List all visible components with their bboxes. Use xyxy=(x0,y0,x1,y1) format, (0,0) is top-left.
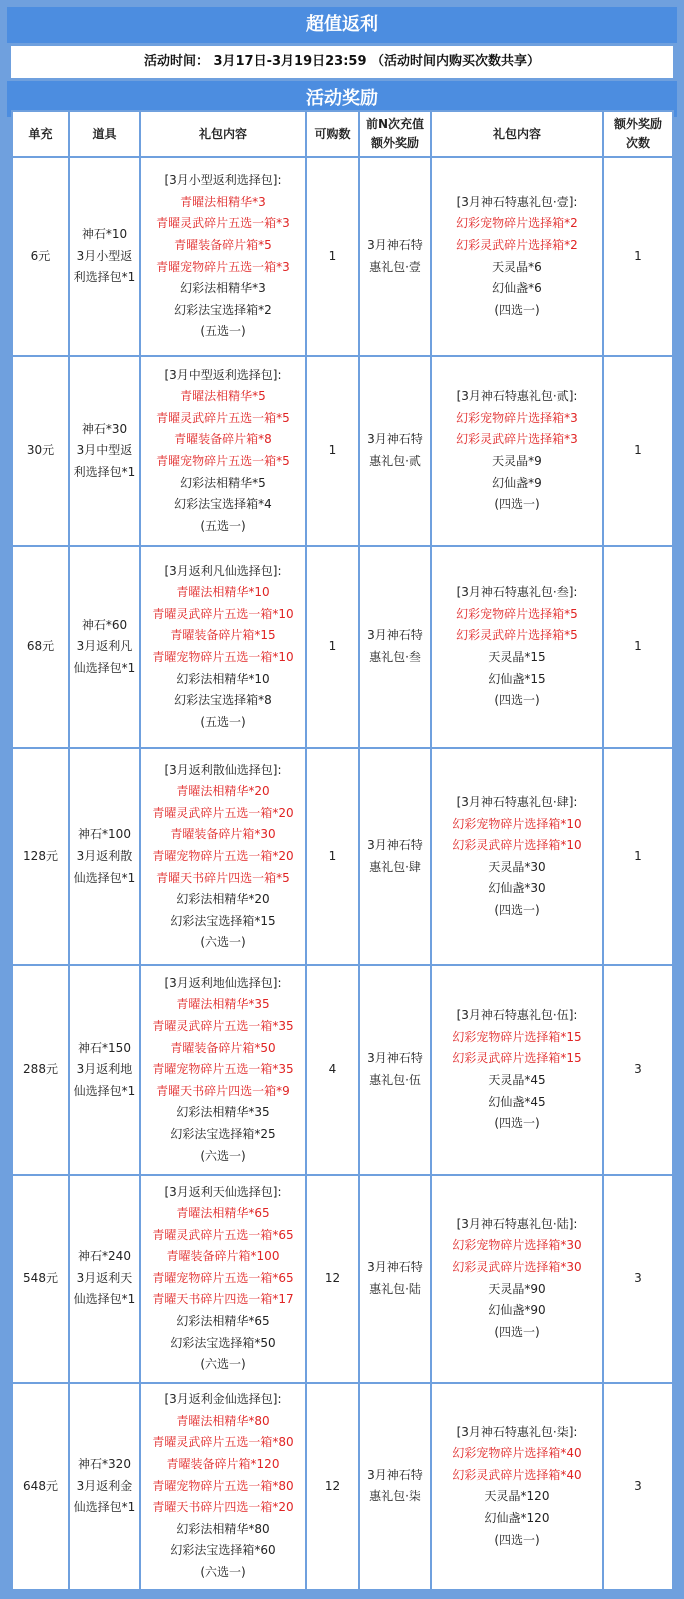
reward-line: 幻仙盏*120 xyxy=(484,1510,550,1525)
header-purchase-limit xyxy=(306,111,359,157)
bonus-name-cell xyxy=(359,546,431,748)
bonus-pack-content-cell xyxy=(431,157,603,356)
cell-line: 惠礼包·叁 xyxy=(369,650,421,664)
highlight-reward-line: 幻彩灵武碎片选择箱*5 xyxy=(456,628,578,643)
cell-line: 神石*320 xyxy=(78,1456,131,1471)
cell-line: 3月神石特 xyxy=(367,838,423,853)
pack-content-cell xyxy=(140,965,306,1174)
highlight-reward-line: 青曜天书碎片四选一箱*17 xyxy=(152,1292,294,1307)
highlight-reward-line: 青曜天书碎片四选一箱*5 xyxy=(156,870,290,885)
highlight-reward-line: 青曜宠物碎片五选一箱*3 xyxy=(156,259,290,274)
reward-line: 幻彩法相精华*80 xyxy=(176,1521,270,1536)
pack-content-cell xyxy=(140,356,306,546)
reward-line: 幻彩法宝选择箱*15 xyxy=(170,913,276,928)
highlight-reward-line: 青曜法相精华*10 xyxy=(176,585,270,600)
bonus-name-cell xyxy=(359,356,431,546)
highlight-reward-line: 幻彩灵武碎片选择箱*15 xyxy=(452,1051,582,1066)
highlight-reward-line: 青曜灵武碎片五选一箱*35 xyxy=(152,1018,294,1033)
table-header-row xyxy=(12,111,673,157)
reward-line: [3月神石特惠礼包·陆]: xyxy=(456,1216,578,1231)
reward-line: 幻仙盏*45 xyxy=(488,1094,546,1109)
highlight-reward-line: 青曜法相精华*35 xyxy=(176,997,270,1012)
purchase-limit-cell: 1 xyxy=(306,356,359,546)
highlight-reward-line: 青曜装备碎片箱*100 xyxy=(166,1249,280,1264)
reward-line: (四选一) xyxy=(494,1324,540,1339)
table-row xyxy=(12,1175,673,1383)
reward-line: 幻彩法相精华*5 xyxy=(180,475,266,490)
cell-line: 仙选择包*1 xyxy=(73,1083,136,1098)
header-text: 单充 xyxy=(28,126,53,141)
extra-times-cell: 3 xyxy=(603,1175,673,1383)
cell-line: 3月神石特 xyxy=(367,1260,423,1275)
price-cell: 68元 xyxy=(12,546,69,748)
highlight-reward-line: 青曜灵武碎片五选一箱*65 xyxy=(152,1227,294,1242)
reward-line: [3月神石特惠礼包·贰]: xyxy=(456,389,578,404)
purchase-limit-cell: 1 xyxy=(306,748,359,965)
reward-line: [3月返利散仙选择包]: xyxy=(164,762,282,777)
reward-line: 幻彩法宝选择箱*4 xyxy=(174,497,272,512)
reward-line: [3月小型返利选择包]: xyxy=(164,173,282,188)
highlight-reward-line: 幻彩宠物碎片选择箱*2 xyxy=(456,216,578,231)
header-bonus-pack-content xyxy=(431,111,603,157)
cell-line: 惠礼包·肆 xyxy=(369,859,421,874)
highlight-reward-line: 幻彩宠物碎片选择箱*40 xyxy=(452,1446,582,1461)
item-cell xyxy=(69,546,140,748)
reward-line: 幻彩法宝选择箱*2 xyxy=(174,302,272,317)
cell-line: 神石*60 xyxy=(81,617,128,632)
header-item xyxy=(69,111,140,157)
reward-line: 幻彩法宝选择箱*50 xyxy=(170,1335,276,1350)
header-text: 次数 xyxy=(625,136,650,150)
cell-line: 利选择包*1 xyxy=(73,464,136,479)
highlight-reward-line: 青曜宠物碎片五选一箱*20 xyxy=(152,848,294,863)
highlight-reward-line: 幻彩宠物碎片选择箱*10 xyxy=(452,816,582,831)
header-text: 礼包内容 xyxy=(492,126,541,141)
rewards-table xyxy=(11,110,674,1591)
cell-line: 神石*150 xyxy=(78,1040,131,1055)
cell-line: 惠礼包·壹 xyxy=(369,259,421,274)
reward-line: (四选一) xyxy=(494,302,540,317)
header-text: 额外奖励 xyxy=(370,136,419,150)
reward-line: 天灵晶*120 xyxy=(484,1489,550,1504)
highlight-reward-line: 青曜装备碎片箱*8 xyxy=(174,432,272,447)
bonus-name-cell xyxy=(359,965,431,1174)
reward-line: (四选一) xyxy=(494,497,540,512)
cell-line: 3月返利金 xyxy=(76,1478,133,1493)
reward-line: (四选一) xyxy=(494,1532,540,1547)
extra-times-cell: 1 xyxy=(603,546,673,748)
reward-line: (五选一) xyxy=(200,518,246,533)
cell-line: 3月神石特 xyxy=(367,628,423,643)
table-row xyxy=(12,1383,673,1590)
table-row xyxy=(12,965,673,1174)
reward-line: [3月返利金仙选择包]: xyxy=(164,1392,282,1407)
extra-times-cell: 3 xyxy=(603,1383,673,1590)
reward-line: 天灵晶*90 xyxy=(488,1281,546,1296)
cell-line: 神石*30 xyxy=(81,421,128,436)
table-row xyxy=(12,356,673,546)
pack-content-cell xyxy=(140,1175,306,1383)
cell-line: 3月返利凡 xyxy=(76,639,133,654)
bonus-name-cell xyxy=(359,1383,431,1590)
reward-line: [3月神石特惠礼包·肆]: xyxy=(456,794,578,809)
cell-line: 3月神石特 xyxy=(367,432,423,447)
reward-line: 幻彩法宝选择箱*8 xyxy=(174,693,272,708)
reward-line: 天灵晶*30 xyxy=(488,859,546,874)
bonus-pack-content-cell xyxy=(431,546,603,748)
reward-line: 幻仙盏*15 xyxy=(488,671,546,686)
item-cell xyxy=(69,356,140,546)
price-cell: 288元 xyxy=(12,965,69,1174)
header-text: 额外奖励 xyxy=(613,117,662,131)
highlight-reward-line: 幻彩灵武碎片选择箱*10 xyxy=(452,838,582,853)
table-body xyxy=(12,157,673,1590)
reward-line: [3月中型返利选择包]: xyxy=(164,367,282,382)
cell-line: 3月小型返 xyxy=(76,248,133,263)
reward-line: (六选一) xyxy=(200,1357,246,1372)
price-cell: 548元 xyxy=(12,1175,69,1383)
item-cell xyxy=(69,1383,140,1590)
reward-line: 幻仙盏*6 xyxy=(492,281,542,296)
purchase-limit-cell: 12 xyxy=(306,1175,359,1383)
reward-line: 幻彩法相精华*35 xyxy=(176,1105,270,1120)
cell-line: 惠礼包·陆 xyxy=(369,1281,421,1296)
header-text: 礼包内容 xyxy=(198,126,247,141)
highlight-reward-line: 青曜装备碎片箱*30 xyxy=(170,827,276,842)
highlight-reward-line: 青曜灵武碎片五选一箱*5 xyxy=(156,410,290,425)
cell-line: 仙选择包*1 xyxy=(73,1292,136,1307)
table-row xyxy=(12,157,673,356)
bonus-name-cell xyxy=(359,157,431,356)
cell-line: 3月中型返 xyxy=(76,443,133,458)
highlight-reward-line: 青曜灵武碎片五选一箱*20 xyxy=(152,805,294,820)
reward-line: 幻彩法相精华*20 xyxy=(176,892,270,907)
reward-line: [3月神石特惠礼包·伍]: xyxy=(456,1008,578,1023)
highlight-reward-line: 幻彩灵武碎片选择箱*2 xyxy=(456,237,578,252)
reward-line: 幻仙盏*90 xyxy=(488,1303,546,1318)
highlight-reward-line: 青曜宠物碎片五选一箱*80 xyxy=(152,1478,294,1493)
reward-line: (六选一) xyxy=(200,935,246,950)
highlight-reward-line: 青曜宠物碎片五选一箱*5 xyxy=(156,454,290,468)
pack-content-cell xyxy=(140,748,306,965)
pack-content-cell xyxy=(140,546,306,748)
reward-line: 天灵晶*15 xyxy=(488,650,546,664)
extra-times-cell: 1 xyxy=(603,356,673,546)
extra-times-cell: 1 xyxy=(603,157,673,356)
highlight-reward-line: 青曜法相精华*5 xyxy=(180,389,266,404)
highlight-reward-line: 幻彩灵武碎片选择箱*30 xyxy=(452,1260,582,1275)
price-cell: 128元 xyxy=(12,748,69,965)
header-text: 可购数 xyxy=(314,126,351,141)
cell-line: 3月神石特 xyxy=(367,1051,423,1066)
highlight-reward-line: 青曜法相精华*65 xyxy=(176,1206,270,1221)
highlight-reward-line: 青曜法相精华*80 xyxy=(176,1413,270,1428)
cell-line: 惠礼包·柒 xyxy=(369,1489,421,1504)
cell-line: 神石*100 xyxy=(78,827,131,842)
reward-line: [3月神石特惠礼包·柒]: xyxy=(456,1424,578,1439)
table-row xyxy=(12,546,673,748)
reward-line: 幻彩法宝选择箱*25 xyxy=(170,1126,276,1141)
reward-line: 幻彩法相精华*3 xyxy=(180,281,266,296)
price-cell: 30元 xyxy=(12,356,69,546)
cell-line: 仙选择包*1 xyxy=(73,660,136,675)
reward-line: (四选一) xyxy=(494,1116,540,1131)
reward-line: (六选一) xyxy=(200,1564,246,1579)
item-cell xyxy=(69,965,140,1174)
cell-line: 3月返利地 xyxy=(76,1062,133,1077)
item-cell xyxy=(69,1175,140,1383)
bonus-pack-content-cell xyxy=(431,965,603,1174)
highlight-reward-line: 幻彩灵武碎片选择箱*40 xyxy=(452,1467,582,1482)
item-cell xyxy=(69,157,140,356)
pack-content-cell xyxy=(140,1383,306,1590)
price-cell: 648元 xyxy=(12,1383,69,1590)
page-title: 超值返利 xyxy=(7,7,677,43)
table-row xyxy=(12,748,673,965)
reward-line: 天灵晶*6 xyxy=(492,259,542,274)
cell-line: 3月神石特 xyxy=(367,1467,423,1482)
purchase-limit-cell: 4 xyxy=(306,965,359,1174)
highlight-reward-line: 青曜法相精华*3 xyxy=(180,194,266,209)
bonus-name-cell xyxy=(359,1175,431,1383)
highlight-reward-line: 青曜装备碎片箱*120 xyxy=(166,1456,280,1471)
bonus-name-cell xyxy=(359,748,431,965)
reward-line: (四选一) xyxy=(494,693,540,708)
price-cell: 6元 xyxy=(12,157,69,356)
highlight-reward-line: 青曜装备碎片箱*50 xyxy=(170,1040,276,1055)
highlight-reward-line: 青曜宠物碎片五选一箱*65 xyxy=(152,1270,294,1285)
highlight-reward-line: 青曜装备碎片箱*5 xyxy=(174,237,272,252)
purchase-limit-cell: 1 xyxy=(306,546,359,748)
highlight-reward-line: 青曜灵武碎片五选一箱*3 xyxy=(156,216,290,231)
cell-line: 仙选择包*1 xyxy=(73,870,136,885)
cell-line: 3月返利天 xyxy=(76,1270,133,1285)
reward-line: [3月返利地仙选择包]: xyxy=(164,975,282,990)
bonus-pack-content-cell xyxy=(431,1175,603,1383)
pack-content-cell xyxy=(140,157,306,356)
reward-line: 幻彩法相精华*10 xyxy=(176,671,270,686)
cell-line: 神石*10 xyxy=(81,227,128,242)
header-single-recharge xyxy=(12,111,69,157)
highlight-reward-line: 幻彩灵武碎片选择箱*3 xyxy=(456,432,578,447)
activity-time: 活动时间： 3月17日-3月19日23:59 （活动时间内购买次数共享） xyxy=(11,46,673,78)
reward-line: (五选一) xyxy=(200,324,246,339)
bonus-pack-content-cell xyxy=(431,356,603,546)
reward-line: [3月神石特惠礼包·壹]: xyxy=(456,194,578,209)
bonus-pack-content-cell xyxy=(431,1383,603,1590)
reward-line: (五选一) xyxy=(200,714,246,729)
header-first-n-bonus xyxy=(359,111,431,157)
highlight-reward-line: 幻彩宠物碎片选择箱*5 xyxy=(456,606,578,621)
cell-line: 3月返利散 xyxy=(76,848,133,863)
highlight-reward-line: 青曜法相精华*20 xyxy=(176,784,270,799)
cell-line: 神石*240 xyxy=(78,1249,131,1264)
reward-line: (六选一) xyxy=(200,1148,246,1163)
highlight-reward-line: 青曜灵武碎片五选一箱*80 xyxy=(152,1435,294,1450)
reward-line: 幻仙盏*9 xyxy=(492,475,542,490)
highlight-reward-line: 青曜天书碎片四选一箱*20 xyxy=(152,1500,294,1515)
highlight-reward-line: 幻彩宠物碎片选择箱*15 xyxy=(452,1029,582,1044)
highlight-reward-line: 青曜宠物碎片五选一箱*10 xyxy=(152,650,294,664)
reward-line: 幻仙盏*30 xyxy=(488,881,546,896)
reward-line: [3月神石特惠礼包·叁]: xyxy=(456,585,578,600)
section-title: 活动奖励 xyxy=(7,81,677,117)
extra-times-cell: 3 xyxy=(603,965,673,1174)
highlight-reward-line: 青曜装备碎片箱*15 xyxy=(170,628,276,643)
header-text: 前N次充值 xyxy=(365,117,425,131)
highlight-reward-line: 幻彩宠物碎片选择箱*3 xyxy=(456,410,578,425)
purchase-limit-cell: 12 xyxy=(306,1383,359,1590)
reward-line: 幻彩法宝选择箱*60 xyxy=(170,1543,276,1558)
header-text: 道具 xyxy=(92,126,117,141)
cell-line: 惠礼包·贰 xyxy=(369,454,421,468)
header-pack-content xyxy=(140,111,306,157)
reward-line: (四选一) xyxy=(494,902,540,917)
extra-times-cell: 1 xyxy=(603,748,673,965)
item-cell xyxy=(69,748,140,965)
cell-line: 利选择包*1 xyxy=(73,270,136,285)
highlight-reward-line: 幻彩宠物碎片选择箱*30 xyxy=(452,1238,582,1253)
highlight-reward-line: 青曜天书碎片四选一箱*9 xyxy=(156,1083,290,1098)
reward-line: 天灵晶*45 xyxy=(488,1072,546,1087)
reward-line: 天灵晶*9 xyxy=(492,454,542,468)
cell-line: 惠礼包·伍 xyxy=(369,1072,421,1087)
cell-line: 3月神石特 xyxy=(367,237,423,252)
highlight-reward-line: 青曜宠物碎片五选一箱*35 xyxy=(152,1062,294,1077)
highlight-reward-line: 青曜灵武碎片五选一箱*10 xyxy=(152,606,294,621)
header-extra-times xyxy=(603,111,673,157)
reward-line: [3月返利凡仙选择包]: xyxy=(164,563,282,578)
reward-line: [3月返利天仙选择包]: xyxy=(164,1184,282,1199)
bonus-pack-content-cell xyxy=(431,748,603,965)
reward-line: 幻彩法相精华*65 xyxy=(176,1314,270,1329)
purchase-limit-cell: 1 xyxy=(306,157,359,356)
cell-line: 仙选择包*1 xyxy=(73,1500,136,1515)
